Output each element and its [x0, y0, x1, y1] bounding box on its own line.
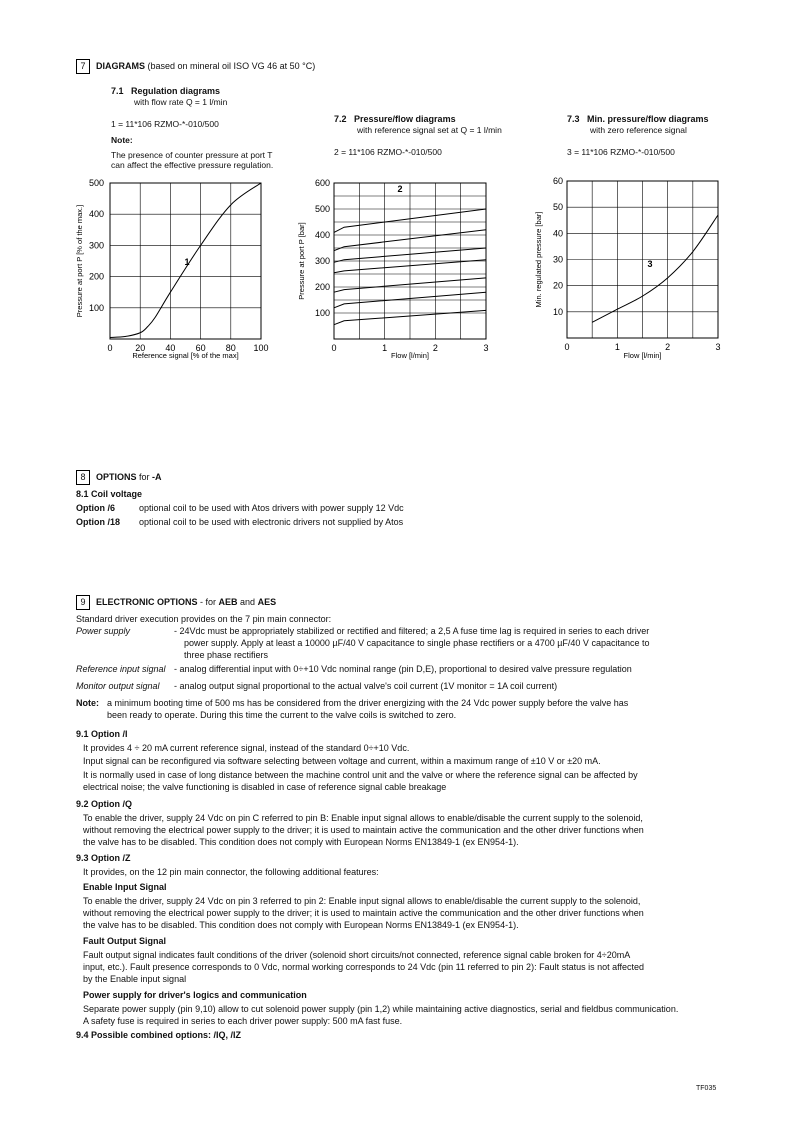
section-title: DIAGRAMS: [96, 61, 145, 71]
option-i-title: 9.1 Option /I: [76, 729, 128, 739]
power-logic-line2: A safety fuse is required in series to each driver power supply: 500 mA fast fuse.: [83, 1016, 403, 1026]
section-number: 8: [76, 470, 90, 485]
x-tick-label: 2: [665, 342, 671, 352]
fault-output-title: Fault Output Signal: [83, 936, 166, 946]
option-i-line1: It provides 4 ÷ 20 mA current reference signal, instead of the standard 0÷+10 Vdc.: [83, 743, 410, 753]
y-tick-label: 200: [88, 271, 104, 282]
note-line1: a minimum booting time of 500 ms has be considered from the driver energizing with the 24 Vdc power supply before the valve has: [107, 698, 629, 708]
power-supply-line2: power supply. Apply at least a 10000 µF/40 V capacitance to single phase rectifiers or a 4700 µF/40 V capacitance to: [184, 638, 650, 648]
y-tick-label: 10: [552, 306, 563, 317]
d73-title: Min. pressure/flow diagrams: [587, 114, 709, 124]
reference-input-label: Reference input signal: [76, 664, 166, 674]
y-tick-label: 400: [88, 209, 104, 220]
series-label: 3: [647, 259, 653, 269]
section-title: ELECTRONIC OPTIONS: [96, 597, 198, 607]
d72-title: Pressure/flow diagrams: [354, 114, 456, 124]
x-tick-label: 2: [432, 343, 438, 353]
section-title-and: and: [237, 597, 258, 607]
d73-num: 7.3: [567, 114, 580, 124]
x-tick-label: 1: [382, 343, 388, 353]
option-q-line1: To enable the driver, supply 24 Vdc on pin C referred to pin B: Enable input signal allows to enable/disable the current supply to the solenoid,: [83, 813, 643, 823]
power-logic-title: Power supply for driver's logics and communication: [83, 990, 307, 1000]
section-title-aes: AES: [257, 597, 277, 607]
option-q-title: 9.2 Option /Q: [76, 799, 133, 809]
power-supply-label: Power supply: [76, 626, 131, 636]
option-z-intro: It provides, on the 12 pin main connector, the following additional features:: [83, 867, 379, 877]
x-tick-label: 0: [564, 342, 570, 352]
y-tick-label: 20: [552, 280, 563, 291]
monitor-output-text: - analog output signal proportional to the actual valve's coil current (1V monitor = 1A coil current): [174, 681, 558, 691]
section-title-aeb: AEB: [218, 597, 238, 607]
d72-num: 7.2: [334, 114, 347, 124]
min-pressure-flow-chart: [530, 172, 740, 367]
intro-text: Standard driver execution provides on the 7 pin main connector:: [76, 614, 332, 624]
y-tick-label: 500: [314, 204, 330, 214]
option-i-line3: It is normally used in case of long distance between the machine control unit and the valve or where the reference signal can be affected by: [83, 770, 638, 780]
d71-curve: 1 = 11*106 RZMO-*-010/500: [111, 119, 219, 129]
d73-sub: with zero reference signal: [590, 125, 687, 135]
d71-note-line1: The presence of counter pressure at port T: [111, 150, 273, 160]
section-9-header: [76, 595, 276, 610]
y-tick-label: 100: [314, 308, 330, 318]
monitor-output-label: Monitor output signal: [76, 681, 160, 691]
section-title-suffix: for: [136, 472, 153, 482]
fault-output-line1: Fault output signal indicates fault conditions of the driver (solenoid short circuits/not connected, reference signal cable broken for 4÷20mA: [83, 950, 631, 960]
regulation-chart: [70, 172, 285, 367]
enable-input-line1: To enable the driver, supply 24 Vdc on pin 3 referred to pin 2: Enable input signal allows to enable/disable the current supply to the solenoid,: [83, 896, 641, 906]
series-label: 1: [184, 257, 190, 267]
section-7-header: [76, 59, 315, 74]
option-q-line3: the valve has to be disabled. This condition does not comply with European Norms EN13849-1 (ex EN954-1).: [83, 837, 519, 847]
y-tick-label: 300: [314, 256, 330, 266]
option-6-label: Option /6: [76, 503, 115, 513]
option-18-text: optional coil to be used with electronic drivers not supplied by Atos: [139, 517, 404, 527]
d71-num: 7.1: [111, 86, 124, 96]
enable-input-line2: without removing the electrical power supply to the driver; it is used to maintain active the communication and the other driver functions when: [83, 908, 644, 918]
d72-curve: 2 = 11*106 RZMO-*-010/500: [334, 147, 442, 157]
x-tick-label: 40: [165, 343, 176, 353]
option-i-line4: electrical noise; the valve functioning is disabled in case of reference signal cable breakage: [83, 782, 447, 792]
section-subtitle: (based on mineral oil ISO VG 46 at 50 °C): [147, 61, 316, 71]
section-title-mid: - for: [197, 597, 219, 607]
coil-voltage-heading: 8.1 Coil voltage: [76, 489, 143, 499]
note-line2: been ready to operate. During this time the current to the valve coils is switched to zero.: [107, 710, 457, 720]
d71-header: [111, 86, 220, 98]
option-z-title: 9.3 Option /Z: [76, 853, 131, 863]
section-number: 7: [76, 59, 90, 74]
option-6-text: optional coil to be used with Atos drivers with power supply 12 Vdc: [139, 503, 404, 513]
y-axis-label: Pressure at port P [bar]: [297, 222, 306, 300]
x-axis-label: Flow [l/min]: [391, 351, 429, 360]
d73-header: [567, 114, 709, 126]
y-tick-label: 30: [552, 254, 563, 265]
y-tick-label: 600: [314, 178, 330, 188]
y-tick-label: 200: [314, 282, 330, 292]
series-line: [592, 215, 718, 322]
power-supply-line3: three phase rectifiers: [184, 650, 269, 660]
page-code: TF035: [696, 1085, 717, 1092]
d73-curve: 3 = 11*106 RZMO-*-010/500: [567, 147, 675, 157]
y-tick-label: 300: [88, 240, 104, 251]
y-tick-label: 50: [552, 202, 563, 213]
fault-output-line2: input, etc.). Fault presence corresponds to 0 Vdc, normal working corresponds to 24 Vdc (pin 11 referred to pin 2): Fault status is not affected: [83, 962, 644, 972]
section-number: 9: [76, 595, 90, 610]
y-tick-label: 400: [314, 230, 330, 240]
enable-input-title: Enable Input Signal: [83, 882, 167, 892]
x-tick-label: 80: [225, 343, 236, 353]
x-tick-label: 100: [253, 343, 269, 353]
d71-note-line2: can affect the effective pressure regulation.: [111, 160, 274, 170]
y-tick-label: 100: [88, 302, 104, 313]
x-tick-label: 3: [483, 343, 489, 353]
reference-input-text: - analog differential input with 0÷+10 Vdc nominal range (pin D,E), proportional to desired valve pressure regulation: [174, 664, 632, 674]
d72-sub: with reference signal set at Q = 1 l/min: [357, 125, 502, 135]
d71-note-label: Note:: [111, 135, 133, 145]
section-title: OPTIONS: [96, 472, 137, 482]
y-tick-label: 40: [552, 228, 563, 239]
fault-output-line3: by the Enable input signal: [83, 974, 187, 984]
x-tick-label: 0: [331, 343, 337, 353]
x-axis-label: Flow [l/min]: [623, 351, 662, 360]
x-tick-label: 20: [135, 343, 146, 353]
combined-options-title: 9.4 Possible combined options: /IQ, /IZ: [76, 1030, 242, 1040]
d71-title: Regulation diagrams: [131, 86, 221, 96]
d71-sub: with flow rate Q = 1 l/min: [134, 97, 228, 107]
pressure-flow-chart: [292, 172, 502, 367]
power-logic-line1: Separate power supply (pin 9,10) allow to cut solenoid power supply (pin 1,2) while maintaining active diagnostics, serial and fieldbus communication.: [83, 1004, 679, 1014]
power-supply-line1: - 24Vdc must be appropriately stabilized or rectified and filtered; a 2,5 A fuse time lag is required in series to each driver: [174, 626, 650, 636]
enable-input-line3: the valve has to be disabled. This condition does not comply with European Norms EN13849-1 (ex EN954-1).: [83, 920, 519, 930]
y-tick-label: 60: [552, 176, 563, 186]
series-label: 2: [397, 184, 403, 194]
x-tick-label: 3: [715, 342, 721, 352]
y-axis-label: Pressure at port P [% of the max.]: [75, 204, 84, 318]
y-axis-label: Min. regulated pressure [bar]: [534, 211, 543, 308]
x-tick-label: 60: [195, 343, 206, 353]
option-i-line2: Input signal can be reconfigured via software selecting between voltage and current, within a maximum range of ±10 V or ±20 mA.: [83, 756, 601, 766]
x-tick-label: 1: [614, 342, 620, 352]
note-label: Note:: [76, 698, 99, 708]
x-tick-label: 0: [107, 343, 113, 353]
x-axis-label: Reference signal [% of the max]: [132, 351, 239, 360]
d72-header: [334, 114, 456, 126]
option-18-label: Option /18: [76, 517, 121, 527]
section-title-code: -A: [152, 472, 162, 482]
section-8-header: [76, 470, 162, 485]
y-tick-label: 500: [88, 178, 104, 188]
option-q-line2: without removing the electrical power supply to the driver; it is used to maintain active the communication and the other driver functions when: [83, 825, 644, 835]
